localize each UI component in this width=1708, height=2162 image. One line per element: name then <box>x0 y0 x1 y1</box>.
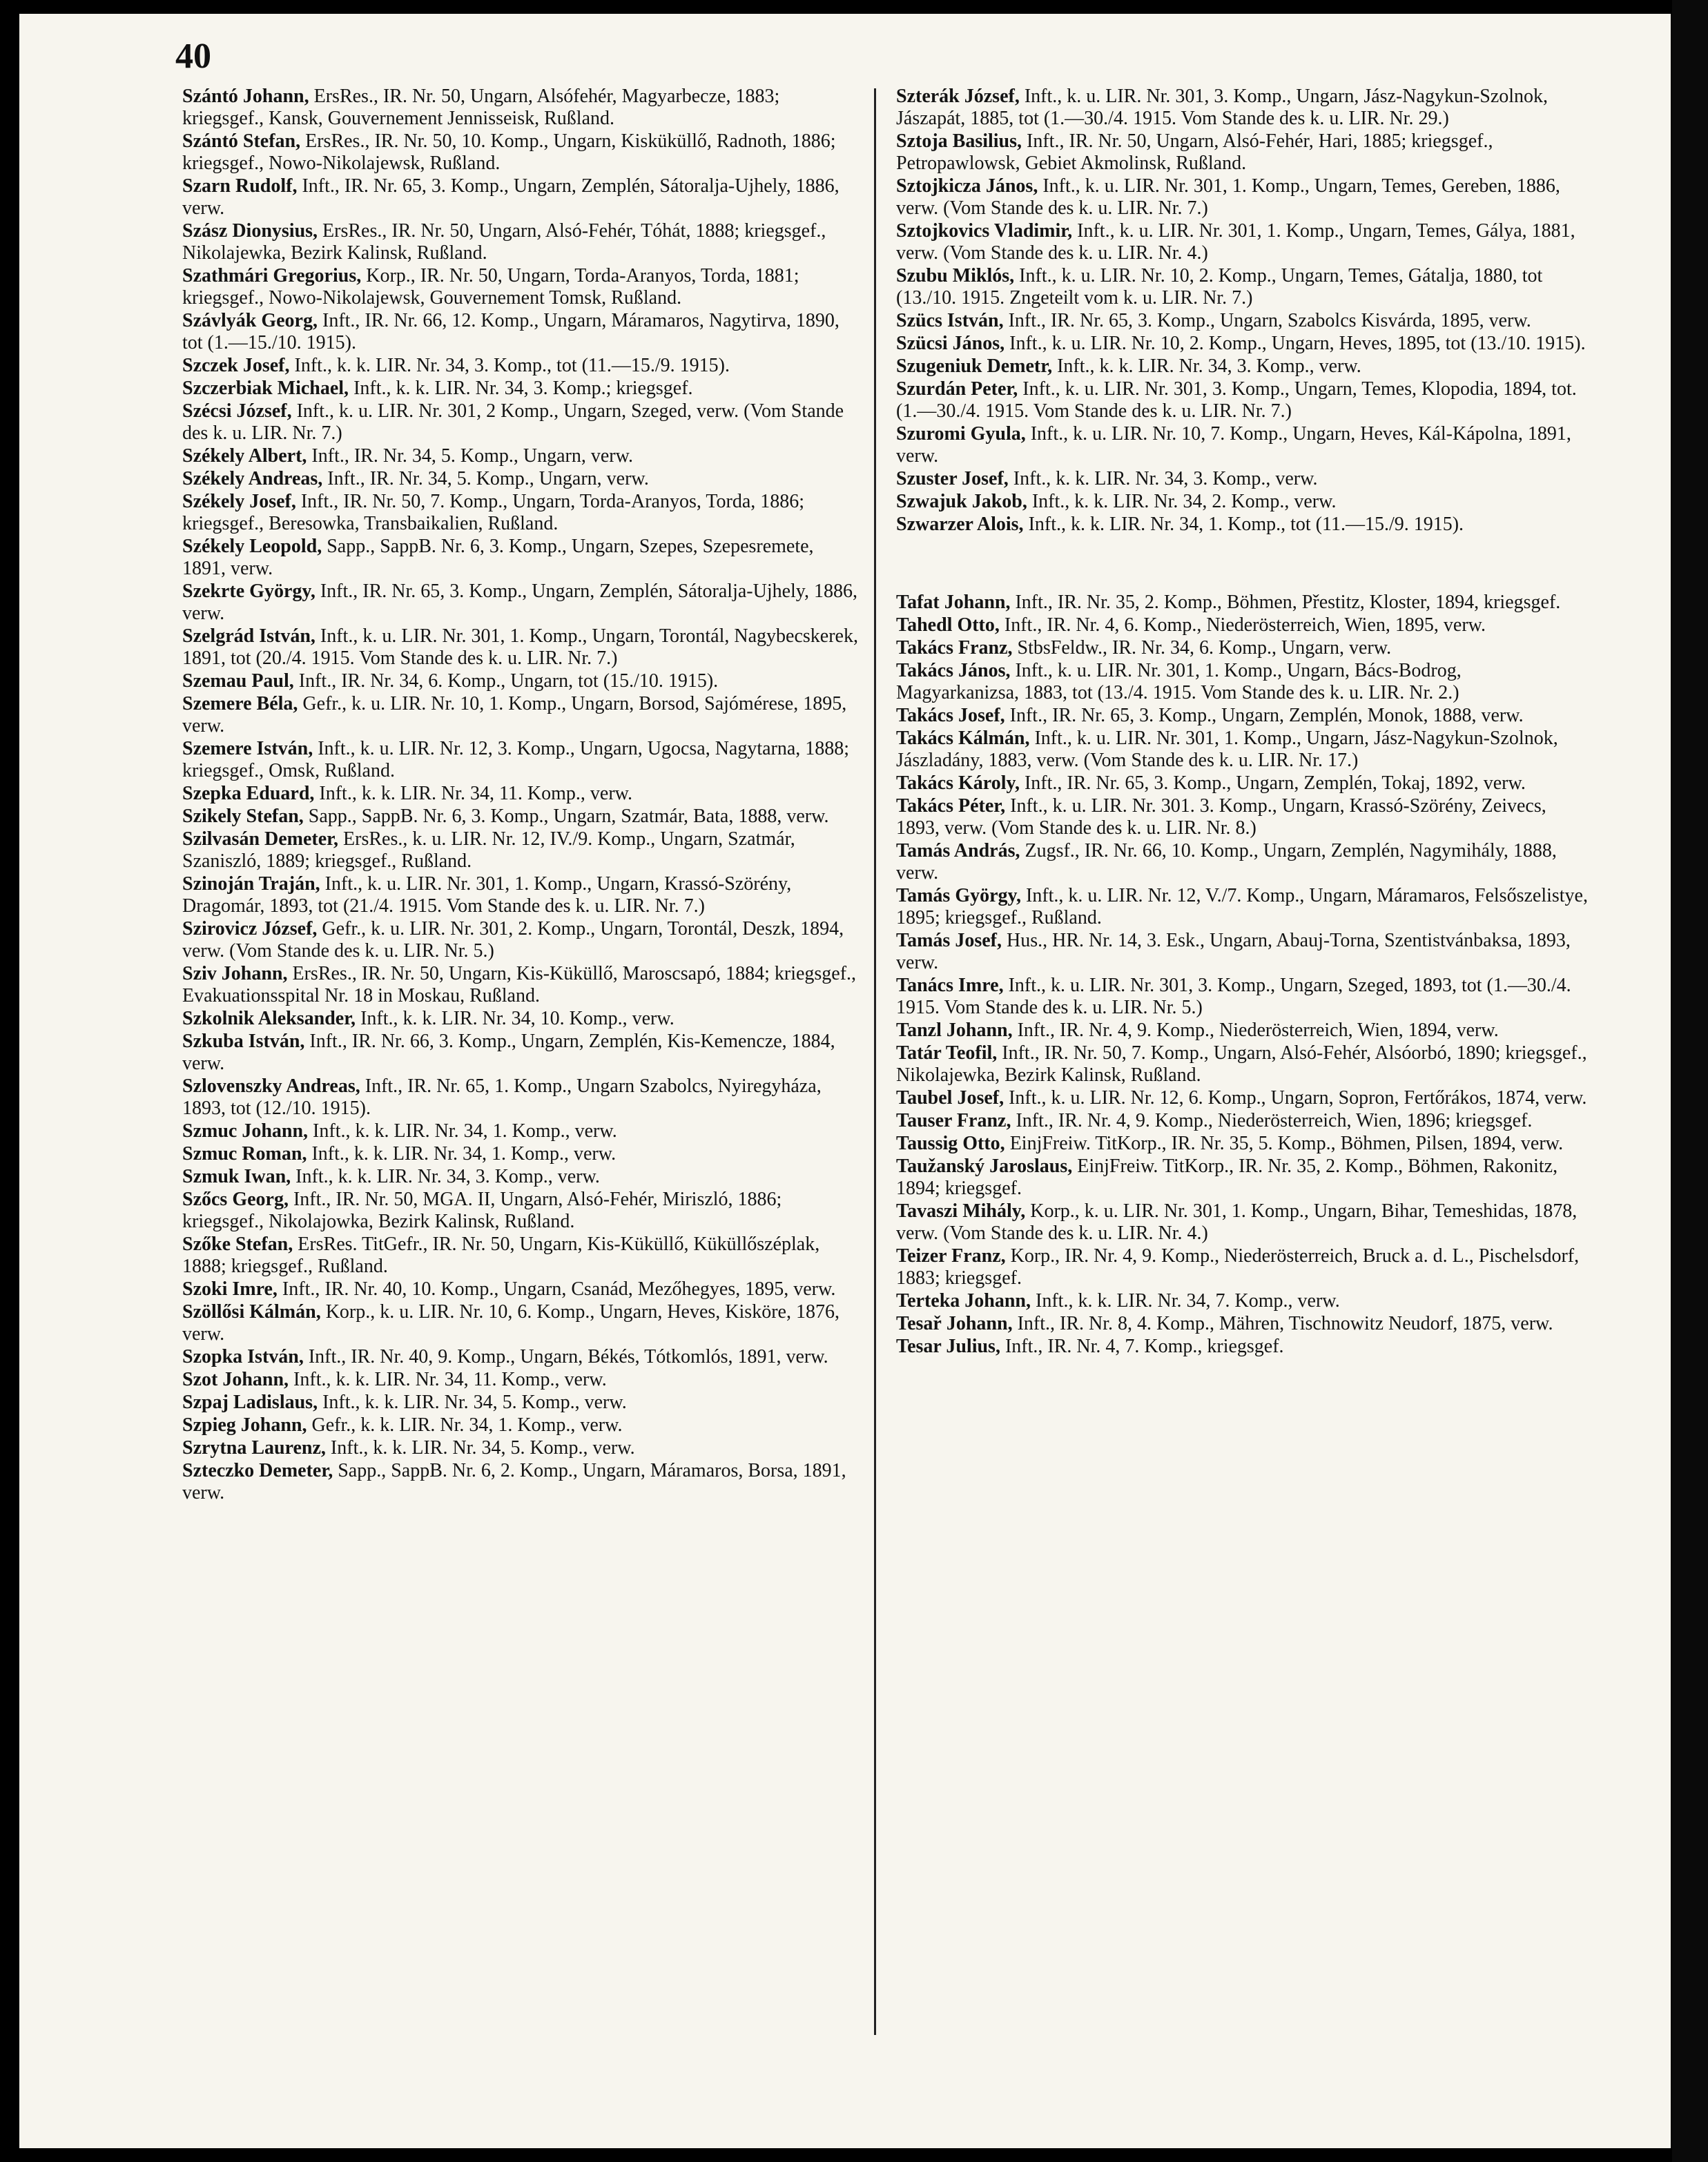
register-entry <box>182 265 859 309</box>
entry-name: Szkolnik Aleksander, <box>182 1008 356 1029</box>
entry-name: Sztojkovics Vladimir, <box>896 220 1073 242</box>
entry-name: Szathmári Gregorius, <box>182 265 362 286</box>
register-entry <box>182 670 859 692</box>
entry-name: Takács Josef, <box>896 705 1005 726</box>
entry-details: Inft., k. u. LIR. Nr. 301, 2 Komp., Ungarn, Szeged, verw. (Vom Stande des k. u. LIR. Nr. 7.) <box>182 400 844 444</box>
entry-name: Szot Johann, <box>182 1369 289 1390</box>
entry-details: Inft., k. k. LIR. Nr. 34, 1. Komp., tot (11.—15./9. 1915). <box>1028 514 1464 535</box>
entry-name: Tauser Franz, <box>896 1110 1011 1131</box>
register-entry <box>896 592 1588 614</box>
register-entry <box>182 783 859 805</box>
entry-details: Inft., IR. Nr. 4, 9. Komp., Niederösterreich, Wien, 1894, verw. <box>1017 1020 1499 1041</box>
entry-name: Szwajuk Jakob, <box>896 491 1027 512</box>
entry-details: Inft., k. k. LIR. Nr. 34, 10. Komp., verw. <box>360 1008 675 1029</box>
entry-name: Tatár Teofil, <box>896 1042 998 1064</box>
entry-details: Inft., k. u. LIR. Nr. 301, 3. Komp., Ungarn, Jász-Nagykun-Szolnok, Jászapát, 1885, tot (1.—30./4. 1915. Vom Stande des k. u. LIR. Nr. 29.) <box>896 86 1549 129</box>
entry-name: Tesar Julius, <box>896 1336 1000 1357</box>
entry-details: Inft., IR. Nr. 34, 5. Komp., Ungarn, verw. <box>311 445 633 467</box>
entry-details: Korp., k. u. LIR. Nr. 10, 6. Komp., Ungarn, Heves, Kisköre, 1876, verw. <box>182 1301 840 1345</box>
entry-details: Inft., k. k. LIR. Nr. 34, 1. Komp., verw. <box>313 1120 617 1142</box>
entry-details: Inft., IR. Nr. 50, MGA. II, Ungarn, Alsó-Fehér, Miriszló, 1886; kriegsgef., Nikolajowka, Bezirk Kalinsk, Rußland. <box>182 1189 782 1232</box>
register-entry <box>182 1392 859 1414</box>
entry-name: Szöllősi Kálmán, <box>182 1301 321 1323</box>
entry-name: Takács János, <box>896 660 1011 681</box>
entry-details: Zugsf., IR. Nr. 66, 10. Komp., Ungarn, Zemplén, Nagymihály, 1888, verw. <box>896 840 1557 884</box>
entry-name: Takács Péter, <box>896 795 1006 817</box>
entry-details: Inft., IR. Nr. 65, 3. Komp., Ungarn, Zemplén, Sátoralja-Ujhely, 1886, verw. <box>182 175 840 219</box>
register-entry <box>182 693 859 737</box>
left-column <box>182 86 859 1505</box>
entry-name: Székely Andreas, <box>182 468 323 489</box>
register-entry <box>182 1234 859 1278</box>
entry-details: Inft., IR. Nr. 35, 2. Komp., Böhmen, Přestitz, Kloster, 1894, kriegsgef. <box>1015 592 1561 613</box>
register-entry <box>896 930 1588 974</box>
entry-name: Szoki Imre, <box>182 1278 278 1300</box>
entry-details: Korp., IR. Nr. 4, 9. Komp., Niederösterreich, Bruck a. d. L., Pischelsdorf, 1883; kriegsgef. <box>896 1245 1580 1289</box>
register-entry <box>182 400 859 445</box>
entry-details: Inft., IR. Nr. 40, 9. Komp., Ungarn, Békés, Tótkomlós, 1891, verw. <box>308 1346 828 1367</box>
entry-details: EinjFreiw. TitKorp., IR. Nr. 35, 2. Komp., Böhmen, Rakonitz, 1894; kriegsgef. <box>896 1156 1558 1199</box>
entry-name: Szpieg Johann, <box>182 1414 307 1436</box>
entry-details: Inft., k. k. LIR. Nr. 34, 3. Komp., tot (11.—15./9. 1915). <box>294 355 730 376</box>
entry-name: Szuromi Gyula, <box>896 423 1026 445</box>
entry-name: Takács Franz, <box>896 637 1013 659</box>
entry-details: Hus., HR. Nr. 14, 3. Esk., Ungarn, Abauj-Torna, Szentistvánbaksa, 1893, verw. <box>896 930 1571 973</box>
entry-name: Tamás Josef, <box>896 930 1002 951</box>
register-entry <box>896 130 1588 175</box>
entry-name: Sziv Johann, <box>182 963 288 984</box>
entry-name: Szántó Johann, <box>182 86 309 107</box>
entry-details: Inft., k. u. LIR. Nr. 301, 1. Komp., Ungarn, Bács-Bodrog, Magyarkanizsa, 1883, tot (13./4. 1915. Vom Stande des k. u. LIR. Nr. 2.) <box>896 660 1462 703</box>
entry-name: Sztoja Basilius, <box>896 130 1022 152</box>
register-entry <box>896 1110 1588 1132</box>
register-entry <box>182 130 859 175</box>
register-entry <box>896 1200 1588 1245</box>
entry-name: Szücsi János, <box>896 333 1005 354</box>
register-entry <box>182 1278 859 1301</box>
entry-details: StbsFeldw., IR. Nr. 34, 6. Komp., Ungarn, verw. <box>1017 637 1392 659</box>
register-entry <box>182 1369 859 1391</box>
entry-details: Inft., IR. Nr. 50, Ungarn, Alsó-Fehér, Hari, 1885; kriegsgef., Petropawlowsk, Gebiet Akmolinsk, Rußland. <box>896 130 1493 174</box>
entry-details: Korp., k. u. LIR. Nr. 301, 1. Komp., Ungarn, Bihar, Temeshidas, 1878, verw. (Vom Stande des k. u. LIR. Nr. 4.) <box>896 1200 1578 1244</box>
entry-name: Szikely Stefan, <box>182 806 304 827</box>
entry-details: Gefr., k. k. LIR. Nr. 34, 1. Komp., verw. <box>311 1414 623 1436</box>
register-entry <box>896 1020 1588 1042</box>
entry-details: Inft., IR. Nr. 65, 3. Komp., Ungarn, Zemplén, Sátoralja-Ujhely, 1886, verw. <box>182 581 857 624</box>
register-entry <box>182 220 859 264</box>
entry-details: Inft., k. u. LIR. Nr. 301. 3. Komp., Ungarn, Krassó-Szörény, Zeivecs, 1893, verw. (Vom Stande des k. u. LIR. Nr. 8.) <box>896 795 1546 839</box>
entry-details: ErsRes., IR. Nr. 50, 10. Komp., Ungarn, Kisküküllő, Radnoth, 1886; kriegsgef., Nowo-Nikolajewsk, Rußland. <box>182 130 836 174</box>
entry-name: Szász Dionysius, <box>182 220 318 242</box>
register-entry <box>182 1460 859 1504</box>
entry-name: Tahedl Otto, <box>896 614 1000 636</box>
entry-details: Inft., k. u. LIR. Nr. 10, 7. Komp., Ungarn, Heves, Kál-Kápolna, 1891, verw. <box>896 423 1571 467</box>
entry-details: Inft., k. u. LIR. Nr. 301, 1. Komp., Ungarn, Krassó-Szörény, Dragomár, 1893, tot (21./4. 1915. Vom Stande des k. u. LIR. Nr. 7.) <box>182 873 792 917</box>
entry-details: Inft., k. u. LIR. Nr. 12, 3. Komp., Ungarn, Ugocsa, Nagytarna, 1888; kriegsgef., Omsk, Rußland. <box>182 738 850 781</box>
entry-name: Sztojkicza János, <box>896 175 1038 197</box>
entry-details: Inft., IR. Nr. 4, 6. Komp., Niederösterreich, Wien, 1895, verw. <box>1004 614 1486 636</box>
entry-details: Inft., k. u. LIR. Nr. 301, 1. Komp., Ungarn, Torontál, Nagybecskerek, 1891, tot (20./4. 1915. Vom Stande des k. u. LIR. Nr. 7.) <box>182 625 858 669</box>
entry-name: Szepka Eduard, <box>182 783 315 804</box>
entry-name: Szemau Paul, <box>182 670 294 692</box>
entry-name: Taubel Josef, <box>896 1087 1005 1109</box>
entry-name: Taussig Otto, <box>896 1133 1005 1154</box>
entry-details: Inft., IR. Nr. 50, 7. Komp., Ungarn, Torda-Aranyos, Torda, 1886; kriegsgef., Beresowka, Transbaikalien, Rußland. <box>182 491 805 534</box>
entry-details: Inft., IR. Nr. 34, 5. Komp., Ungarn, verw. <box>327 468 649 489</box>
register-entry <box>182 1075 859 1120</box>
entry-name: Szinoján Traján, <box>182 873 320 895</box>
register-entry <box>182 1008 859 1030</box>
register-entry <box>896 705 1588 727</box>
register-entry <box>896 637 1588 659</box>
entry-details: Inft., IR. Nr. 65, 3. Komp., Ungarn, Szabolcs Kisvárda, 1895, verw. <box>1008 310 1531 331</box>
entry-name: Terteka Johann, <box>896 1290 1031 1312</box>
register-entry <box>896 614 1588 636</box>
register-entry <box>182 806 859 828</box>
register-entry <box>182 963 859 1007</box>
register-entry <box>896 220 1588 264</box>
register-entry <box>896 1133 1588 1155</box>
entry-name: Takács Károly, <box>896 772 1020 794</box>
entry-name: Tesař Johann, <box>896 1313 1013 1334</box>
entry-name: Szubu Miklós, <box>896 265 1015 286</box>
register-entry <box>896 86 1588 130</box>
register-entry <box>896 265 1588 309</box>
entry-name: Szmuc Johann, <box>182 1120 309 1142</box>
entry-name: Szkuba István, <box>182 1031 305 1052</box>
register-entry <box>896 772 1588 795</box>
register-entry <box>182 873 859 917</box>
entry-name: Szántó Stefan, <box>182 130 301 152</box>
entry-details: ErsRes., k. u. LIR. Nr. 12, IV./9. Komp., Ungarn, Szatmár, Szaniszló, 1889; kriegsgef., Rußland. <box>182 828 795 872</box>
register-entry <box>182 378 859 400</box>
register-entry <box>182 1301 859 1345</box>
register-entry <box>896 333 1588 355</box>
register-entry <box>896 1156 1588 1200</box>
entry-details: ErsRes., IR. Nr. 50, Ungarn, Alsó-Fehér, Tóhát, 1888; kriegsgef., Nikolajewka, Bezirk Kalinsk, Rußland. <box>182 220 826 264</box>
register-entry <box>182 828 859 873</box>
entry-details: Inft., k. k. LIR. Nr. 34, 7. Komp., verw. <box>1036 1290 1340 1312</box>
entry-details: Inft., k. k. LIR. Nr. 34, 3. Komp., verw. <box>1057 356 1361 377</box>
entry-name: Szczek Josef, <box>182 355 290 376</box>
entry-name: Tavaszi Mihály, <box>896 1200 1026 1222</box>
right-column <box>896 86 1588 1358</box>
entry-name: Tamás András, <box>896 840 1020 861</box>
entry-name: Szteczko Demeter, <box>182 1460 333 1481</box>
entry-name: Szücs István, <box>896 310 1004 331</box>
register-entry <box>896 885 1588 929</box>
entry-name: Szekrte György, <box>182 581 316 602</box>
entry-name: Szirovicz József, <box>182 918 318 939</box>
entry-details: Inft., k. u. LIR. Nr. 10, 2. Komp., Ungarn, Temes, Gátalja, 1880, tot (13./10. 1915. Zngeteilt vom k. u. LIR. Nr. 7.) <box>896 265 1543 309</box>
register-entry <box>182 1166 859 1188</box>
register-entry <box>182 175 859 220</box>
entry-name: Szwarzer Alois, <box>896 514 1024 535</box>
register-entry <box>896 423 1588 467</box>
entry-details: Inft., IR. Nr. 66, 12. Komp., Ungarn, Máramaros, Nagytirva, 1890, tot (1.—15./10. 1915). <box>182 310 840 353</box>
entry-details: Inft., k. k. LIR. Nr. 34, 3. Komp.; kriegsgef. <box>353 378 693 399</box>
entry-details: Inft., k. u. LIR. Nr. 301, 3. Komp., Ungarn, Temes, Klopodia, 1894, tot. (1.—30./4. 1915. Vom Stande des k. u. LIR. Nr. 7.) <box>896 378 1577 422</box>
register-entry <box>182 445 859 467</box>
entry-name: Tanzl Johann, <box>896 1020 1013 1041</box>
entry-details: Sapp., SappB. Nr. 6, 3. Komp., Ungarn, Szatmár, Bata, 1888, verw. <box>308 806 829 827</box>
entry-name: Szelgrád István, <box>182 625 316 647</box>
register-entry <box>896 1042 1588 1087</box>
register-entry <box>182 1031 859 1075</box>
entry-details: Gefr., k. u. LIR. Nr. 301, 2. Komp., Ungarn, Torontál, Deszk, 1894, verw. (Vom Stande des k. u. LIR. Nr. 5.) <box>182 918 844 962</box>
register-entry <box>182 738 859 782</box>
entry-name: Székely Josef, <box>182 491 296 512</box>
register-entry <box>182 86 859 130</box>
entry-details: Sapp., SappB. Nr. 6, 3. Komp., Ungarn, Szepes, Szepesremete, 1891, verw. <box>182 536 814 579</box>
register-entry <box>896 1336 1588 1358</box>
entry-name: Szterák József, <box>896 86 1020 107</box>
entry-name: Szuster Josef, <box>896 468 1009 489</box>
entry-name: Szpaj Ladislaus, <box>182 1392 318 1413</box>
entry-name: Szmuk Iwan, <box>182 1166 291 1187</box>
register-entry <box>896 175 1588 220</box>
entry-name: Szemere Béla, <box>182 693 298 714</box>
entry-details: ErsRes. TitGefr., IR. Nr. 50, Ungarn, Kis-Küküllő, Küküllőszéplak, 1888; kriegsgef., Rußland. <box>182 1234 820 1277</box>
entry-details: Inft., k. k. LIR. Nr. 34, 11. Komp., verw. <box>293 1369 607 1390</box>
entry-details: Inft., k. u. LIR. Nr. 12, V./7. Komp., Ungarn, Máramaros, Felsőszelistye, 1895; kriegsgef., Rußland. <box>896 885 1588 928</box>
entry-details: Sapp., SappB. Nr. 6, 2. Komp., Ungarn, Máramaros, Borsa, 1891, verw. <box>182 1460 846 1503</box>
entry-details: Inft., IR. Nr. 65, 3. Komp., Ungarn, Zemplén, Tokaj, 1892, verw. <box>1024 772 1526 794</box>
entry-details: Inft., IR. Nr. 40, 10. Komp., Ungarn, Csanád, Mezőhegyes, 1895, verw. <box>282 1278 836 1300</box>
entry-name: Székely Leopold, <box>182 536 322 557</box>
register-entry <box>896 1290 1588 1312</box>
entry-details: Inft., k. k. LIR. Nr. 34, 3. Komp., verw. <box>1013 468 1318 489</box>
entry-details: Inft., k. u. LIR. Nr. 301, 1. Komp., Ungarn, Temes, Gereben, 1886, verw. (Vom Stande des k. u. LIR. Nr. 7.) <box>896 175 1560 219</box>
scan-border <box>1672 0 1708 2162</box>
entry-name: Taužanský Jaroslaus, <box>896 1156 1073 1177</box>
entry-details: Inft., k. k. LIR. Nr. 34, 5. Komp., verw. <box>322 1392 627 1413</box>
entry-details: ErsRes., IR. Nr. 50, Ungarn, Kis-Küküllő, Maroscsapó, 1884; kriegsgef., Evakuationsspital Nr. 18 in Moskau, Rußland. <box>182 963 857 1006</box>
entry-details: Inft., k. k. LIR. Nr. 34, 2. Komp., verw. <box>1031 491 1337 512</box>
entry-name: Szávlyák Georg, <box>182 310 318 331</box>
register-entry <box>182 536 859 580</box>
entry-name: Szmuc Roman, <box>182 1143 307 1165</box>
register-entry <box>182 468 859 490</box>
register-entry <box>896 975 1588 1019</box>
register-entry <box>182 1437 859 1459</box>
column-divider <box>874 88 876 2035</box>
register-entry <box>896 491 1588 513</box>
register-entry <box>182 310 859 354</box>
entry-details: Gefr., k. u. LIR. Nr. 10, 1. Komp., Ungarn, Borsod, Sajómérese, 1895, verw. <box>182 693 847 737</box>
entry-details: Inft., IR. Nr. 65, 3. Komp., Ungarn, Zemplén, Monok, 1888, verw. <box>1009 705 1524 726</box>
entry-name: Szczerbiak Michael, <box>182 378 349 399</box>
entry-details: Inft., IR. Nr. 8, 4. Komp., Mähren, Tischnowitz Neudorf, 1875, verw. <box>1017 1313 1553 1334</box>
entry-name: Szlovenszky Andreas, <box>182 1075 360 1097</box>
entry-details: Inft., IR. Nr. 50, 7. Komp., Ungarn, Alsó-Fehér, Alsóorbó, 1890; kriegsgef., Nikolajewka, Bezirk Kalinsk, Rußland. <box>896 1042 1587 1086</box>
register-entry <box>896 660 1588 704</box>
register-entry <box>182 355 859 377</box>
register-entry <box>182 491 859 535</box>
register-entry <box>182 918 859 962</box>
entry-details: Inft., k. u. LIR. Nr. 301, 1. Komp., Ungarn, Temes, Gálya, 1881, verw. (Vom Stande des k. u. LIR. Nr. 4.) <box>896 220 1575 264</box>
entry-details: Inft., IR. Nr. 65, 1. Komp., Ungarn Szabolcs, Nyiregyháza, 1893, tot (12./10. 1915). <box>182 1075 822 1119</box>
entry-name: Szarn Rudolf, <box>182 175 298 197</box>
page-number: 40 <box>175 37 211 76</box>
entry-name: Szőcs Georg, <box>182 1189 289 1210</box>
entry-name: Teizer Franz, <box>896 1245 1006 1267</box>
entry-name: Székely Albert, <box>182 445 307 467</box>
register-entry <box>896 840 1588 884</box>
register-entry <box>896 1087 1588 1109</box>
register-entry <box>182 1346 859 1368</box>
register-entry <box>896 310 1588 332</box>
entry-name: Takács Kálmán, <box>896 728 1030 749</box>
register-entry <box>182 1189 859 1233</box>
entry-name: Tamás György, <box>896 885 1021 906</box>
entry-details: Inft., k. u. LIR. Nr. 301, 1. Komp., Ungarn, Jász-Nagykun-Szolnok, Jászladány, 1883, verw. (Vom Stande des k. u. LIR. Nr. 17.) <box>896 728 1558 771</box>
register-entry <box>182 1414 859 1437</box>
register-entry <box>896 728 1588 772</box>
entry-details: ErsRes., IR. Nr. 50, Ungarn, Alsófehér, Magyarbecze, 1883; kriegsgef., Kansk, Gouvernement Jennisseisk, Rußland. <box>182 86 780 129</box>
entry-name: Szőke Stefan, <box>182 1234 293 1255</box>
entry-name: Szugeniuk Demetr, <box>896 356 1053 377</box>
entry-details: EinjFreiw. TitKorp., IR. Nr. 35, 5. Komp., Böhmen, Pilsen, 1894, verw. <box>1009 1133 1564 1154</box>
entry-details: Inft., k. k. LIR. Nr. 34, 5. Komp., verw. <box>330 1437 635 1459</box>
entry-details: Inft., k. u. LIR. Nr. 12, 6. Komp., Ungarn, Sopron, Fertőrákos, 1874, verw. <box>1009 1087 1587 1109</box>
entry-details: Inft., k. k. LIR. Nr. 34, 3. Komp., verw. <box>295 1166 600 1187</box>
entry-details: Inft., IR. Nr. 34, 6. Komp., Ungarn, tot (15./10. 1915). <box>298 670 719 692</box>
register-entry <box>896 514 1588 536</box>
register-entry <box>896 795 1588 839</box>
register-entry <box>182 581 859 625</box>
entry-name: Szrytna Laurenz, <box>182 1437 326 1459</box>
entry-details: Inft., k. k. LIR. Nr. 34, 11. Komp., verw. <box>319 783 633 804</box>
entry-details: Inft., IR. Nr. 66, 3. Komp., Ungarn, Zemplén, Kis-Kemencze, 1884, verw. <box>182 1031 835 1074</box>
entry-details: Inft., k. u. LIR. Nr. 301, 3. Komp., Ungarn, Szeged, 1893, tot (1.—30./4. 1915. Vom Stande des k. u. LIR. Nr. 5.) <box>896 975 1571 1018</box>
register-entry <box>896 1313 1588 1335</box>
register-entry <box>896 1245 1588 1289</box>
entry-name: Tanács Imre, <box>896 975 1004 996</box>
register-entry <box>896 468 1588 490</box>
entry-name: Szemere István, <box>182 738 313 759</box>
entry-details: Inft., k. k. LIR. Nr. 34, 1. Komp., verw. <box>311 1143 617 1165</box>
entry-details: Inft., k. u. LIR. Nr. 10, 2. Komp., Ungarn, Heves, 1895, tot (13./10. 1915). <box>1009 333 1586 354</box>
register-entry <box>182 625 859 670</box>
register-entry <box>182 1143 859 1165</box>
register-entry <box>896 378 1588 422</box>
entry-details: Korp., IR. Nr. 50, Ungarn, Torda-Aranyos, Torda, 1881; kriegsgef., Nowo-Nikolajewsk, Gouvernement Tomsk, Rußland. <box>182 265 799 309</box>
entry-name: Szilvasán Demeter, <box>182 828 339 850</box>
entry-name: Szurdán Peter, <box>896 378 1018 400</box>
register-entry <box>896 356 1588 378</box>
entry-name: Szécsi József, <box>182 400 292 422</box>
entry-details: Inft., IR. Nr. 4, 9. Komp., Niederösterreich, Wien, 1896; kriegsgef. <box>1016 1110 1533 1131</box>
entry-details: Inft., IR. Nr. 4, 7. Komp., kriegsgef. <box>1005 1336 1284 1357</box>
section-gap <box>896 536 1588 592</box>
entry-name: Szopka István, <box>182 1346 304 1367</box>
register-entry <box>182 1120 859 1142</box>
entry-name: Tafat Johann, <box>896 592 1011 613</box>
